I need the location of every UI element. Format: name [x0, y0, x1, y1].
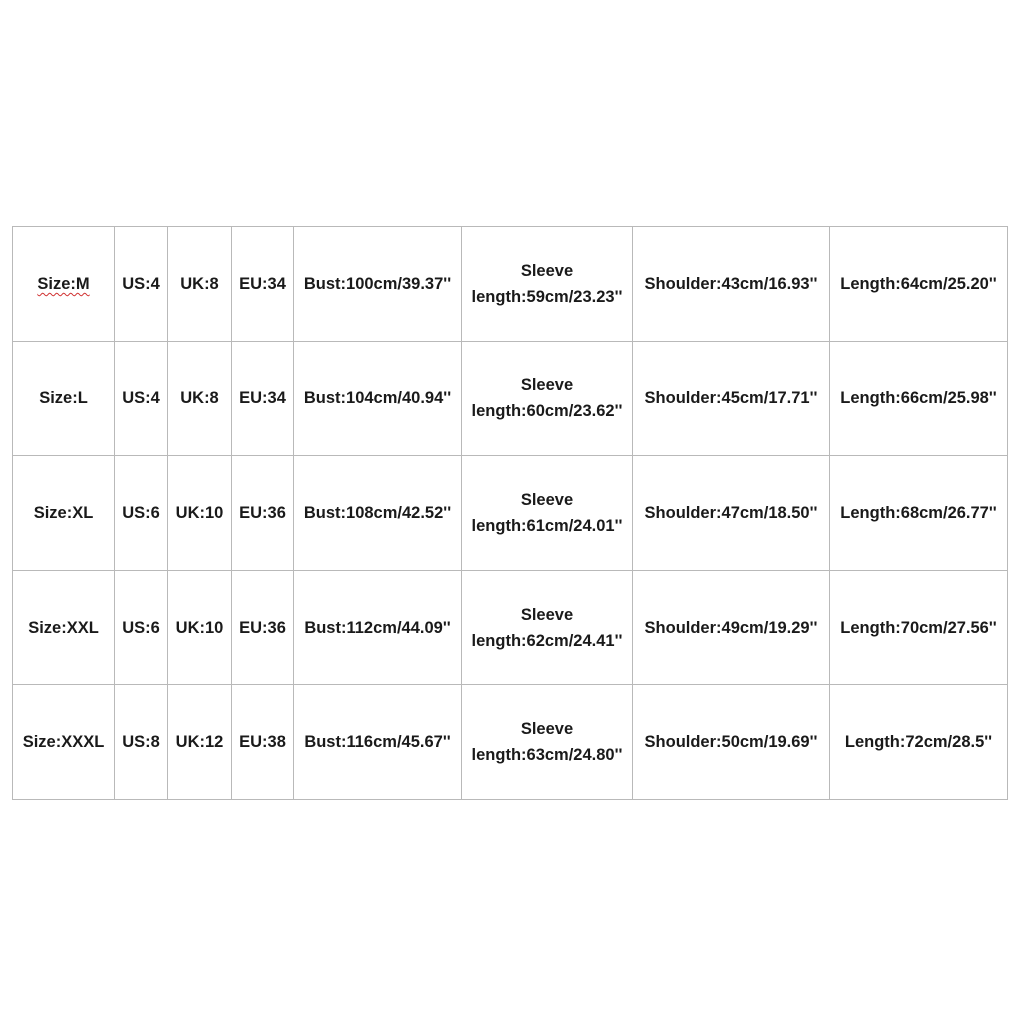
size-row-xl: [13, 456, 1008, 571]
bust-cell: Bust:108cm/42.52'': [294, 456, 462, 571]
eu-size-cell: EU:34: [232, 341, 294, 456]
shoulder-cell: Shoulder:50cm/19.69'': [633, 685, 830, 800]
sleeve-value: length:60cm/23.62'': [471, 402, 623, 421]
size-cell: Size:L: [13, 341, 115, 456]
sleeve-label: Sleeve: [520, 490, 574, 509]
sleeve-value: length:59cm/23.23'': [471, 287, 623, 306]
length-cell: Length:66cm/25.98'': [830, 341, 1008, 456]
bust-cell: Bust:112cm/44.09'': [294, 570, 462, 685]
sleeve-length-cell: [462, 341, 633, 456]
sleeve-value: length:63cm/24.80'': [471, 746, 623, 765]
eu-size-cell: EU:38: [232, 685, 294, 800]
size-row-l: [13, 341, 1008, 456]
shoulder-cell: Shoulder:47cm/18.50'': [633, 456, 830, 571]
uk-size-cell: UK:8: [168, 227, 232, 342]
shoulder-cell: Shoulder:45cm/17.71'': [633, 341, 830, 456]
size-cell: Size:XXXL: [13, 685, 115, 800]
us-size-cell: US:6: [115, 456, 168, 571]
eu-size-cell: EU:34: [232, 227, 294, 342]
sleeve-label: Sleeve: [520, 261, 574, 280]
size-cell: [13, 227, 115, 342]
us-size-cell: US:8: [115, 685, 168, 800]
sleeve-label: Sleeve: [520, 605, 574, 624]
size-cell: Size:XXL: [13, 570, 115, 685]
us-size-cell: US:4: [115, 227, 168, 342]
size-label: Size:M: [37, 274, 90, 293]
shoulder-cell: Shoulder:43cm/16.93'': [633, 227, 830, 342]
us-size-cell: US:6: [115, 570, 168, 685]
size-cell: Size:XL: [13, 456, 115, 571]
shoulder-cell: Shoulder:49cm/19.29'': [633, 570, 830, 685]
length-cell: Length:64cm/25.20'': [830, 227, 1008, 342]
eu-size-cell: EU:36: [232, 456, 294, 571]
uk-size-cell: UK:10: [168, 456, 232, 571]
sleeve-value: length:61cm/24.01'': [471, 516, 623, 535]
sleeve-length-cell: [462, 570, 633, 685]
sleeve-length-cell: [462, 227, 633, 342]
sleeve-label: Sleeve: [520, 376, 574, 395]
bust-cell: Bust:100cm/39.37'': [294, 227, 462, 342]
sleeve-length-cell: [462, 456, 633, 571]
length-cell: Length:70cm/27.56'': [830, 570, 1008, 685]
bust-cell: Bust:116cm/45.67'': [294, 685, 462, 800]
uk-size-cell: UK:10: [168, 570, 232, 685]
sleeve-label: Sleeve: [520, 720, 574, 739]
size-row-m: [13, 227, 1008, 342]
size-row-xxxl: [13, 685, 1008, 800]
bust-cell: Bust:104cm/40.94'': [294, 341, 462, 456]
uk-size-cell: UK:12: [168, 685, 232, 800]
sleeve-length-cell: [462, 685, 633, 800]
sleeve-value: length:62cm/24.41'': [471, 631, 623, 650]
size-chart-table: [12, 226, 1008, 800]
size-row-xxl: [13, 570, 1008, 685]
eu-size-cell: EU:36: [232, 570, 294, 685]
us-size-cell: US:4: [115, 341, 168, 456]
length-cell: Length:68cm/26.77'': [830, 456, 1008, 571]
length-cell: Length:72cm/28.5'': [830, 685, 1008, 800]
uk-size-cell: UK:8: [168, 341, 232, 456]
